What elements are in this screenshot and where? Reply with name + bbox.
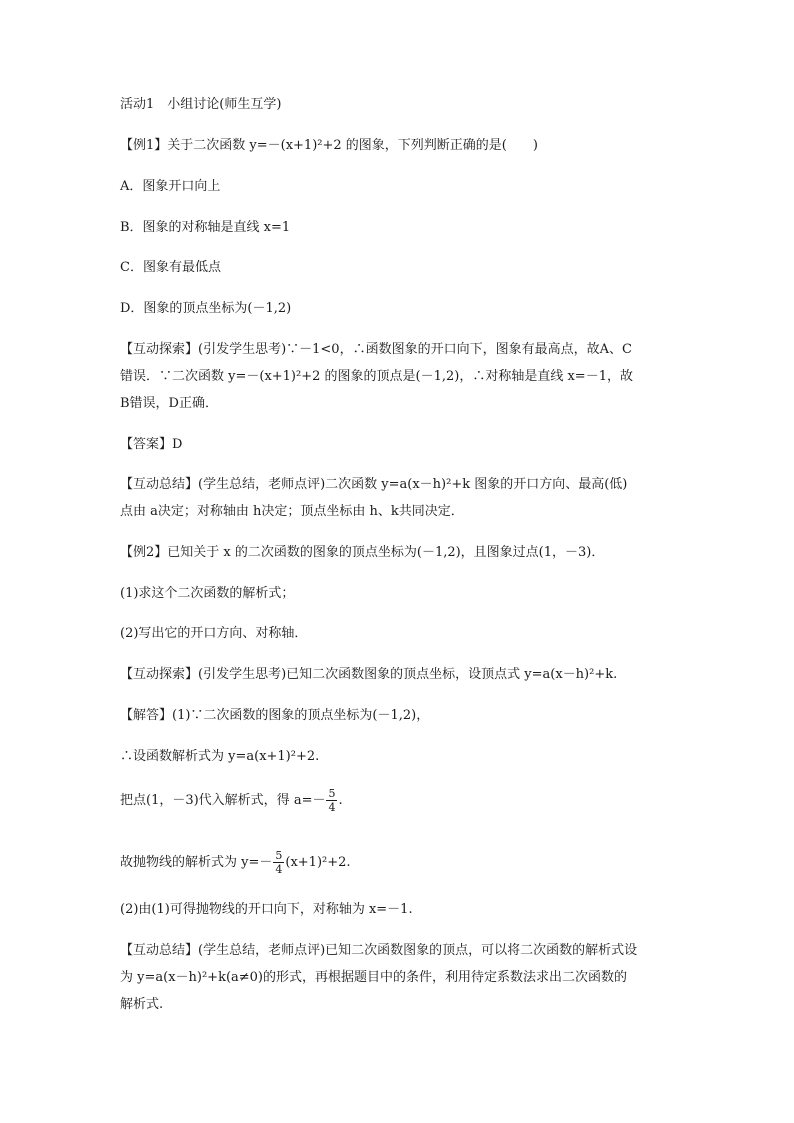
example1-option-d: D．图象的顶点坐标为(－1,2) [120, 301, 292, 316]
fraction-numerator: 5 [328, 787, 336, 800]
example1-summary-line-1: 【互动总结】(学生总结，老师点评)二次函数 y=a(x－h)²+k 图象的开口方向、最高(低) [120, 477, 628, 492]
example1-option-c: C．图象有最低点 [120, 260, 221, 275]
example2-step-2 [120, 787, 343, 814]
example1-answer: 【答案】D [120, 437, 183, 452]
example1-explore-line-2: 错误．∵二次函数 y=－(x+1)²+2 的图象的顶点是(－1,2)，∴对称轴是直线 x=－1，故 [120, 369, 633, 384]
example2-question: 【例2】已知关于 x 的二次函数的图象的顶点坐标为(－1,2)，且图象过点(1，－3)． [120, 545, 605, 560]
example2-explore: 【互动探索】(引发学生思考)已知二次函数图象的顶点坐标，设顶点式 y=a(x－h)²+k. [120, 667, 618, 682]
example2-summary-line-1: 【互动总结】(学生总结，老师点评)已知二次函数图象的顶点，可以将二次函数的解析式设 [120, 943, 638, 958]
step3-text: 故抛物线的解析式为 y=－ [120, 855, 273, 870]
example2-step-4: (2)由(1)可得抛物线的开口向下，对称轴为 x=－1. [120, 902, 413, 917]
fraction-numerator: 5 [275, 849, 283, 862]
example1-option-b: B．图象的对称轴是直线 x=1 [120, 220, 291, 235]
example1-explore-line-1: 【互动探索】(引发学生思考)∵－1<0，∴函数图象的开口向下，图象有最高点，故A、C [120, 342, 632, 357]
example1-question: 【例1】关于二次函数 y=－(x+1)²+2 的图象，下列判断正确的是( ) [120, 138, 538, 153]
fraction-denominator: 4 [328, 801, 336, 814]
step2-tail: . [338, 793, 343, 808]
example2-summary-line-2: 为 y=a(x－h)²+k(a≠0)的形式，再根据题目中的条件，利用待定系数法求出二次函数的 [120, 970, 628, 985]
example2-step-1: ∴设函数解析式为 y=a(x+1)²+2. [120, 749, 320, 764]
example1-summary-line-2: 点由 a决定；对称轴由 h决定；顶点坐标由 h、k共同决定． [120, 504, 464, 519]
example2-part-2: (2)写出它的开口方向、对称轴． [120, 626, 308, 641]
activity-title: 活动1 小组讨论(师生互学) [120, 97, 282, 112]
fraction-denominator: 4 [275, 863, 283, 876]
example1-explore-line-3: B错误，D正确． [120, 396, 218, 411]
example2-part-1: (1)求这个二次函数的解析式； [120, 586, 295, 601]
example2-summary-line-3: 解析式. [120, 997, 164, 1012]
fraction-five-fourths [326, 787, 337, 814]
step3-tail: (x+1)²+2. [285, 855, 351, 870]
example2-step-3 [120, 849, 351, 876]
example2-solution-intro: 【解答】(1)∵二次函数的图象的顶点坐标为(－1,2)， [120, 708, 430, 723]
fraction-five-fourths [273, 849, 284, 876]
step2-text: 把点(1，－3)代入解析式，得 a=－ [120, 793, 326, 808]
example1-option-a: A．图象开口向上 [120, 179, 221, 194]
